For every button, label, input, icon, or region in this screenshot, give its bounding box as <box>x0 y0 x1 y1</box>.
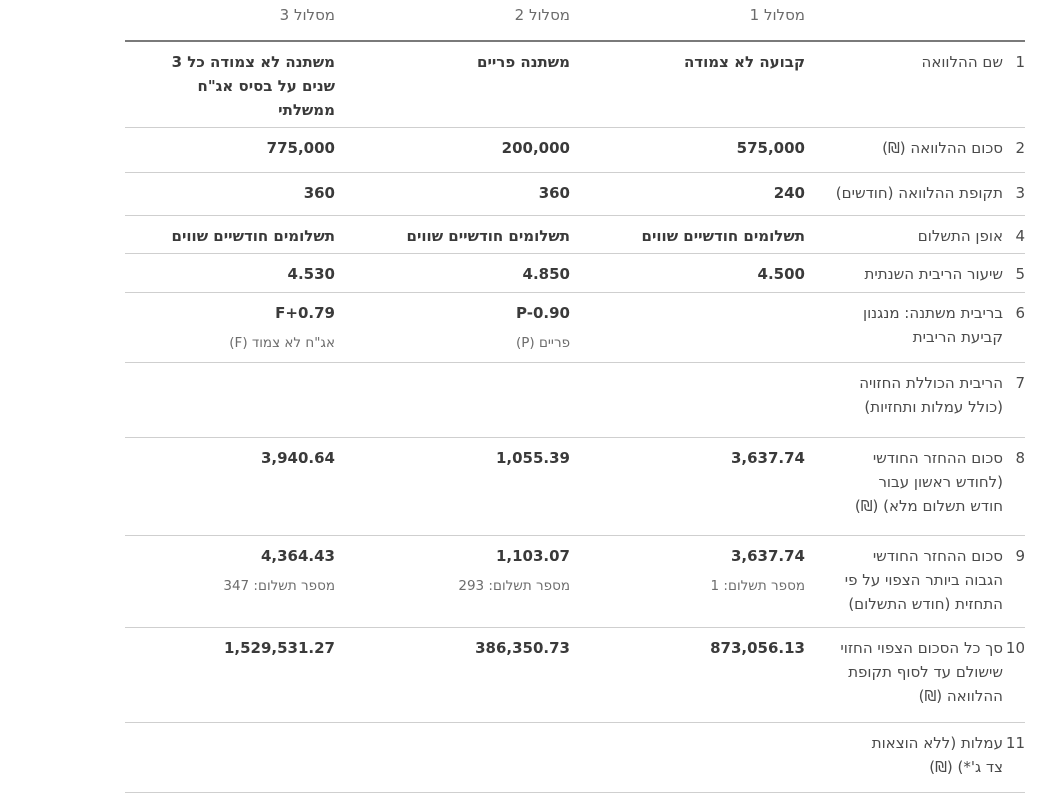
cell-value: 3,637.74 <box>730 449 805 467</box>
row-label-text: תקופת ההלוואה (חודשים) <box>835 184 1003 202</box>
row-label <box>815 371 1025 419</box>
cell-track-2 <box>340 301 570 355</box>
cell-track-2 <box>340 224 570 248</box>
cell-track-2 <box>340 262 570 286</box>
table-row <box>125 172 1025 202</box>
table-row <box>125 253 1025 283</box>
row-label-text: סכום ההלוואה (₪) <box>882 139 1003 157</box>
row-label <box>815 731 1025 779</box>
row-number: 3 <box>1015 184 1025 202</box>
table-row <box>125 215 1025 245</box>
cell-value: תשלומים חודשיים שווים <box>171 227 335 245</box>
row-label <box>815 224 1025 248</box>
row-number: 9 <box>1015 547 1025 565</box>
row-number: 1 <box>1015 53 1025 71</box>
cell-value: 4,364.43 <box>260 547 335 565</box>
row-label <box>815 446 1025 518</box>
row-label-text: עמלות (ללא הוצאות צד ג'*) (₪) <box>871 734 1003 776</box>
row-label-text: סך כל הסכום הצפוי החזוי שישולם עד לסוף תקופת ההלוואה (₪) <box>840 639 1003 705</box>
row-label-text: שיעור הריבית השנתית <box>864 265 1003 283</box>
cell-track-3 <box>105 50 335 122</box>
cell-value: משתנה לא צמודה כל 3 שנים על בסיס אג"ח ממשלתי <box>171 53 335 119</box>
cell-subtext: מספר תשלום: 347 <box>223 578 335 594</box>
cell-track-3 <box>105 446 335 470</box>
row-label <box>815 636 1025 708</box>
cell-track-3 <box>105 224 335 248</box>
cell-value: 575,000 <box>736 139 805 157</box>
cell-value: 4.850 <box>522 265 570 283</box>
row-label-text: הריבית הכוללת החזויה (כולל עמלות ותחזיות) <box>859 374 1003 416</box>
cell-track-2 <box>340 136 570 160</box>
row-number: 7 <box>1015 374 1025 392</box>
cell-value: 4.530 <box>287 265 335 283</box>
cell-value: 200,000 <box>501 139 570 157</box>
table-row <box>125 535 1025 613</box>
row-label <box>815 50 1025 74</box>
row-label-text: סכום ההחזר החודשי הגבוה ביותר הצפוי על פי התחזית (חודש התשלום) <box>844 547 1003 613</box>
cell-track-1 <box>575 136 805 160</box>
cell-subtext: אג"ח לא צמוד (F) <box>229 335 335 351</box>
cell-subtext: פריים (P) <box>515 335 570 351</box>
table-row <box>125 362 1025 416</box>
cell-value: תשלומים חודשיים שווים <box>641 227 805 245</box>
table-row <box>125 292 1025 351</box>
cell-value: 873,056.13 <box>710 639 805 657</box>
cell-subtext: מספר תשלום: 293 <box>458 578 570 594</box>
cell-value: 3,637.74 <box>730 547 805 565</box>
row-label <box>815 136 1025 160</box>
cell-value: 360 <box>303 184 335 202</box>
cell-value: קבועה לא צמודה <box>684 53 805 71</box>
column-header-track-3: מסלול 3 <box>279 6 335 24</box>
cell-track-2 <box>340 50 570 74</box>
row-number: 2 <box>1015 139 1025 157</box>
cell-track-3 <box>105 181 335 205</box>
cell-track-3 <box>105 544 335 598</box>
row-label <box>815 262 1025 286</box>
cell-track-1 <box>575 181 805 205</box>
cell-track-1 <box>575 224 805 248</box>
cell-track-3 <box>105 636 335 660</box>
cell-value: 775,000 <box>266 139 335 157</box>
row-number: 10 <box>1005 639 1025 657</box>
row-label-text: שם ההלוואה <box>921 53 1003 71</box>
cell-value: 386,350.73 <box>475 639 570 657</box>
row-label <box>815 181 1025 205</box>
cell-track-2 <box>340 181 570 205</box>
column-header-track-1: מסלול 1 <box>749 6 805 24</box>
table-row <box>125 127 1025 157</box>
row-label-text: בריבית משתנה: מנגנון קביעת הריבית <box>862 304 1003 346</box>
cell-track-1 <box>575 636 805 660</box>
cell-value: P-0.90 <box>516 304 570 322</box>
row-label <box>815 301 1025 349</box>
cell-track-3 <box>105 301 335 355</box>
cell-track-2 <box>340 636 570 660</box>
cell-track-1 <box>575 50 805 74</box>
cell-track-1 <box>575 446 805 470</box>
row-label-text: סכום ההחזר החודשי (לחודש ראשון עבור חודש תשלום מלא) (₪) <box>854 449 1003 515</box>
cell-track-3 <box>105 136 335 160</box>
row-number: 5 <box>1015 265 1025 283</box>
cell-value: 1,529,531.27 <box>223 639 335 657</box>
cell-value: F+0.79 <box>275 304 335 322</box>
cell-track-3 <box>105 262 335 286</box>
row-number: 6 <box>1015 304 1025 322</box>
table-row <box>125 437 1025 515</box>
table-row <box>125 722 1025 776</box>
cell-track-2 <box>340 446 570 470</box>
column-header-track-2: מסלול 2 <box>514 6 570 24</box>
row-label-text: אופן התשלום <box>917 227 1003 245</box>
cell-value: 1,103.07 <box>495 547 570 565</box>
cell-value: תשלומים חודשיים שווים <box>406 227 570 245</box>
row-number: 11 <box>1005 734 1025 752</box>
cell-track-1 <box>575 262 805 286</box>
cell-value: 3,940.64 <box>260 449 335 467</box>
cell-value: 360 <box>538 184 570 202</box>
cell-value: 1,055.39 <box>495 449 570 467</box>
table-bottom-divider <box>125 792 1025 793</box>
cell-subtext: מספר תשלום: 1 <box>710 578 805 594</box>
table-row <box>125 627 1025 705</box>
cell-track-1 <box>575 544 805 598</box>
table-row <box>125 40 1025 119</box>
cell-track-2 <box>340 544 570 598</box>
cell-value: 4.500 <box>757 265 805 283</box>
cell-value: 240 <box>773 184 805 202</box>
row-number: 4 <box>1015 227 1025 245</box>
row-label <box>815 544 1025 616</box>
row-number: 8 <box>1015 449 1025 467</box>
cell-value: משתנה פריים <box>477 53 570 71</box>
